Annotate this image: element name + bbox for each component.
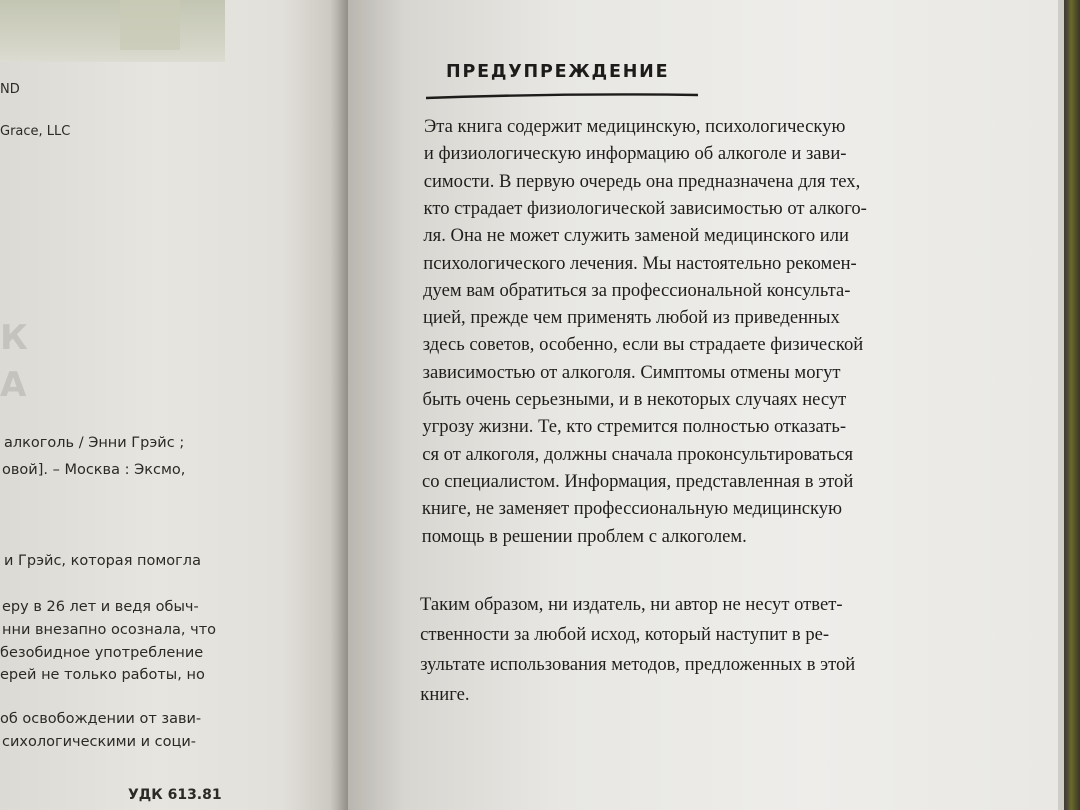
text-line: книге. <box>420 684 470 705</box>
left-line: ND <box>0 82 20 97</box>
left-line: Grace, LLC <box>0 124 71 139</box>
text-line: помощь в решении проблем с алкоголем. <box>421 525 747 547</box>
left-line: алкоголь / Энни Грэйс ; <box>4 435 185 451</box>
left-line: об освобождении от зави- <box>0 711 202 727</box>
text-line: зависимостью от алкоголя. Симптомы отмены могут <box>422 361 841 383</box>
left-line: безобидное употребление <box>0 645 204 661</box>
text-line: угрозу жизни. Те, кто стремится полностью отказать- <box>422 416 847 438</box>
text-line: Эта книга содержит медицинскую, психологическую <box>424 116 846 137</box>
text-line: ся от алкоголя, должны сначала проконсультироваться <box>422 443 854 465</box>
show-through-mark: А <box>0 365 27 405</box>
page-edge-highlight <box>1058 0 1064 810</box>
left-line: сихологическими и соци- <box>2 734 197 750</box>
left-line: еру в 26 лет и ведя обыч- <box>2 599 199 615</box>
left-line: и Грэйс, которая помогла <box>4 553 201 569</box>
text-line: психологического лечения. Мы настоятельно рекомен- <box>423 252 857 274</box>
text-line: ля. Она не может служить заменой медицинского или <box>423 225 849 247</box>
left-page <box>0 0 352 810</box>
text-line: здесь советов, особенно, если вы страдаете физической <box>422 334 864 356</box>
text-line: цией, прежде чем применять любой из приведенных <box>422 307 840 329</box>
text-line: дуем вам обратиться за профессиональной консульта- <box>423 279 851 301</box>
udk-code: УДК 613.81 <box>128 787 222 803</box>
text-line: ственности за любой исход, который наступит в ре- <box>420 624 830 645</box>
left-page-image-fragment <box>0 0 225 62</box>
text-line: симости. В первую очередь она предназначена для тех, <box>423 170 861 192</box>
text-line: Таким образом, ни издатель, ни автор не несут ответ- <box>420 594 843 615</box>
left-line: овой]. – Москва : Эксмо, <box>2 462 186 478</box>
show-through-mark: К <box>0 318 28 358</box>
text-line: кто страдает физиологической зависимостью от алкого- <box>423 197 867 219</box>
left-page-image-shade <box>120 0 180 50</box>
heading-underline <box>426 88 698 108</box>
left-line: нни внезапно осознала, что <box>2 622 217 638</box>
warning-heading: ПРЕДУПРЕЖДЕНИЕ <box>446 62 670 82</box>
text-line: и физиологическую информацию об алкоголе и зави- <box>423 143 847 165</box>
text-line: зультате использования методов, предложенных в этой <box>420 654 856 675</box>
left-line: ерей не только работы, но <box>0 667 205 683</box>
text-line: быть очень серьезными, и в некоторых случаях несут <box>422 389 847 410</box>
text-line: со специалистом. Информация, представленная в этой <box>422 470 854 492</box>
text-line: книге, не заменяет профессиональную медицинскую <box>421 498 842 520</box>
